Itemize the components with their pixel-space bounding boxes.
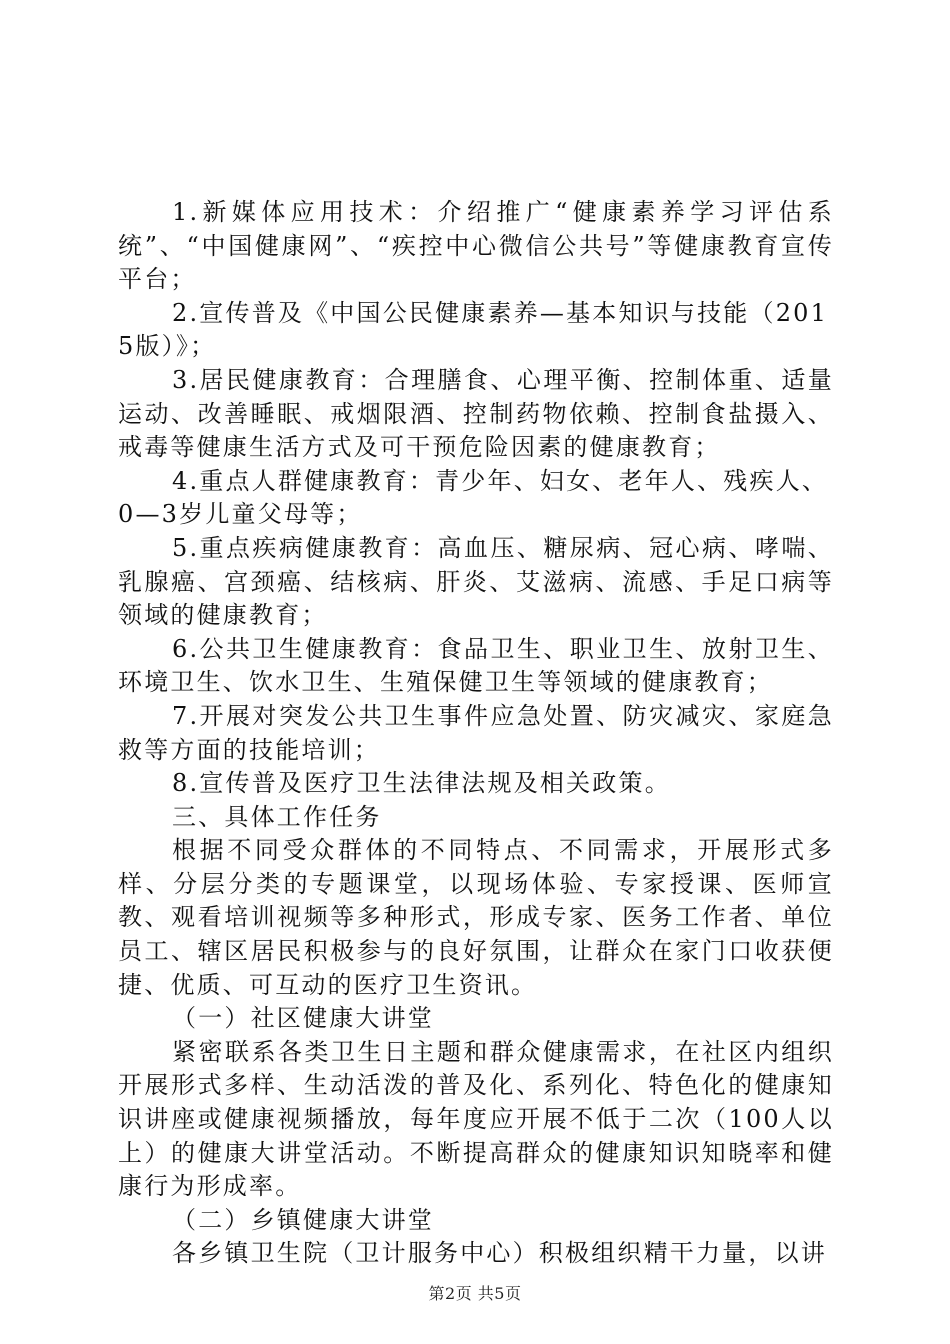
paragraph-community-lecture: 紧密联系各类卫生日主题和群众健康需求，在社区内组织开展形式多样、生动活泼的普及化、系列化、特色化的健康知识讲座或健康视频播放，每年度应开展不低于二次（100人以上）的健康大讲堂活动。不断提高群众的健康知识知晓率和健康行为形成率。 <box>118 1037 834 1201</box>
subsection-heading-2: （二）乡镇健康大讲堂 <box>172 1205 434 1234</box>
paragraph-item-3: 3.居民健康教育：合理膳食、心理平衡、控制体重、适量运动、改善睡眠、戒烟限酒、控制药物依赖、控制食盐摄入、戒毒等健康生活方式及可干预危险因素的健康教育； <box>118 365 834 462</box>
paragraph-item-1: 1.新媒体应用技术：介绍推广“健康素养学习评估系统”、“中国健康网”、“疾控中心微信公共号”等健康教育宣传平台； <box>118 198 834 294</box>
section-heading-3: 三、具体工作任务 <box>172 802 382 831</box>
paragraph-item-7: 7.开展对突发公共卫生事件应急处置、防灾减灾、家庭急救等方面的技能培训； <box>118 701 834 764</box>
paragraph-item-5: 5.重点疾病健康教育：高血压、糖尿病、冠心病、哮喘、乳腺癌、宫颈癌、结核病、肝炎、艾滋病、流感、手足口病等领域的健康教育； <box>118 533 834 630</box>
paragraph-tasks-intro: 根据不同受众群体的不同特点、不同需求，开展形式多样、分层分类的专题课堂，以现场体验、专家授课、医师宣教、观看培训视频等多种形式，形成专家、医务工作者、单位员工、辖区居民积极参与的良好氛围，让群众在家门口收获便捷、优质、可互动的医疗卫生资讯。 <box>118 836 834 999</box>
subsection-heading-1: （一）社区健康大讲堂 <box>172 1004 434 1033</box>
paragraph-township-lecture: 各乡镇卫生院（卫计服务中心）积极组织精干力量，以讲 <box>172 1239 827 1268</box>
document-body <box>118 196 834 1271</box>
paragraph-item-8: 8.宣传普及医疗卫生法律法规及相关政策。 <box>172 769 671 798</box>
paragraph-item-6: 6.公共卫生健康教育：食品卫生、职业卫生、放射卫生、环境卫生、饮水卫生、生殖保健卫生等领域的健康教育； <box>118 634 834 697</box>
page-footer <box>0 1281 950 1304</box>
paragraph-item-4: 4.重点人群健康教育：青少年、妇女、老年人、残疾人、0—3岁儿童父母等； <box>118 466 829 529</box>
paragraph-item-2: 2.宣传普及《中国公民健康素养—基本知识与技能（2015版）》； <box>118 298 829 361</box>
page-number-label: 第2页 共5页 <box>428 1284 522 1303</box>
